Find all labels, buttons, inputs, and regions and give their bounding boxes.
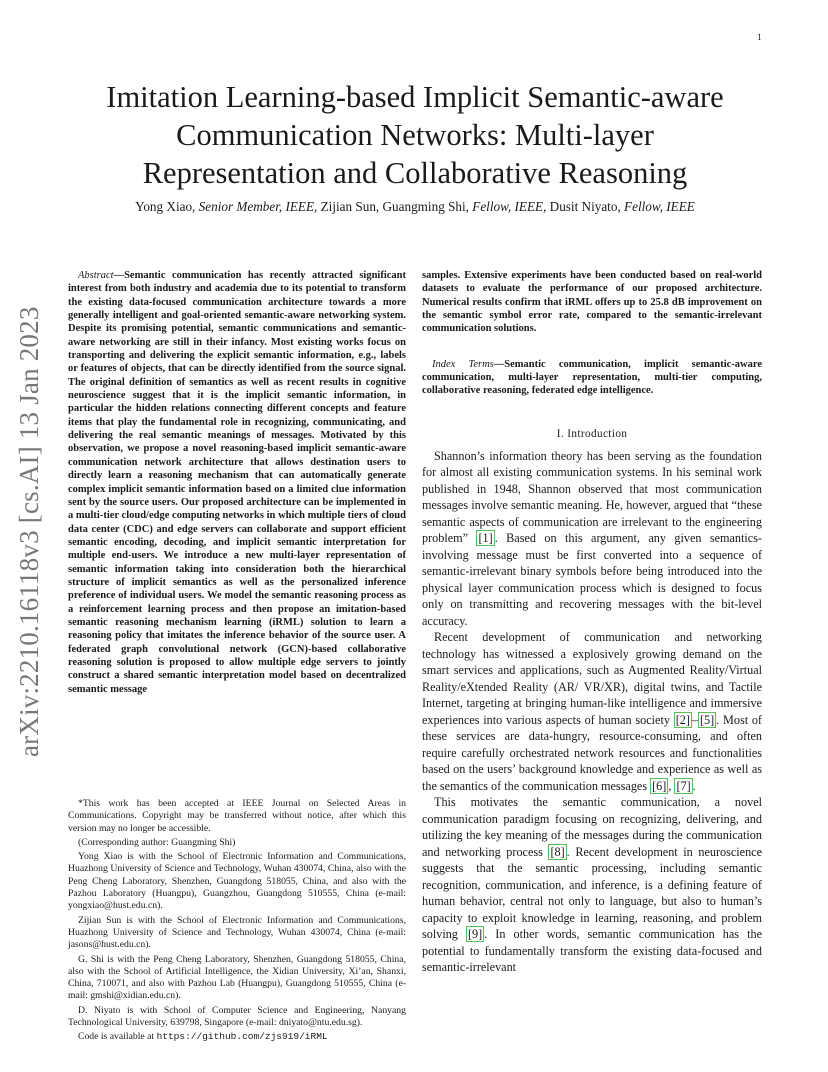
author-1: Yong Xiao, <box>135 199 199 214</box>
footnote-acceptance: *This work has been accepted at IEEE Journal on Selected Areas in Communications. Copyright may be transferred without notice, after which this version may no longer be accessible. <box>68 798 406 834</box>
index-terms-text: —Semantic communication, implicit semantic-aware communication, multi-layer representation, multi-tier computing, collaborative reasoning, federated edge intelligence. <box>422 358 763 397</box>
index-terms-label: Index Terms <box>432 358 494 370</box>
citation-link[interactable]: [6] <box>652 778 667 793</box>
author-list <box>60 199 770 215</box>
author-4-membership: Fellow, IEEE <box>624 199 695 214</box>
intro-p3-text-3: . In other words, semantic communication has the potential to fundamentally transform the existing data-focused and semantic-irrelevant <box>422 927 762 975</box>
code-link[interactable]: https://github.com/zjs919/iRML <box>156 1031 328 1043</box>
intro-p3-text: This motivates the semantic communication, a novel communication paradigm focusing on recognizing, delivering, and utilizing the key meaning of the messages during the communication and networking process <box>422 795 762 859</box>
footnote-affiliation-shi: G. Shi is with the Peng Cheng Laboratory, Shenzhen, Guangdong 518055, China, also with the School of Artificial Intelligence, the Xidian University, Xi’an, Shanxi, China, 710071, and also with Pazhou Lab (Huangpu), Guangdong 510555, China (e-mail: gmshi@xidian.edu.cn). <box>68 953 406 1002</box>
author-1-membership: Senior Member, IEEE <box>198 199 315 214</box>
citation-link[interactable]: [2] <box>675 712 690 727</box>
footnote-corresponding: (Corresponding author: Guangming Shi) <box>78 836 236 848</box>
citation-link[interactable]: [9] <box>467 927 483 942</box>
citation-link[interactable]: [1] <box>478 531 493 546</box>
authors-2-3: , Zijian Sun, Guangming Shi, <box>314 199 473 214</box>
intro-p1-text: Shannon’s information theory has been serving as the foundation for almost all existing communication systems. In his seminal work published in 1948, Shannon observed that most communication messages involve semantic meaning. He, however, argued that “these semantic aspects of communication are irrelevant to the engineering problem” <box>422 448 762 546</box>
intro-paragraph-2 <box>422 629 762 794</box>
abstract-label: Abstract <box>78 270 114 281</box>
intro-p3-text-2: . Recent development in neuroscience suggests that the semantic processing, including semantic recognition, communication, and inference, is a defining feature of human behavior, central not only to language, but also to human’s capacity to exploit knowledge in learning, reasoning, and problem solving <box>422 844 762 942</box>
author-3-membership: Fellow, IEEE <box>472 199 544 214</box>
footnote-affiliation-niyato: D. Niyato is with School of Computer Science and Engineering, Nanyang Technological University, 639798, Singapore (e-mail: dniyato@ntu.edu.sg). <box>68 1004 406 1029</box>
paper-title <box>70 78 760 192</box>
intro-p2-comma: , <box>668 778 675 793</box>
intro-p2-text-2: . Most of these services are data-hungry, resource-consuming, and often require carefully orchestrated network resources and functionalities based on the users’ background knowledge and experience as well as the semantics of the communication messages <box>422 712 762 793</box>
footnote-code-text: Code is available at <box>78 1031 157 1043</box>
section-heading-introduction: I. Introduction <box>556 427 628 440</box>
page-number: 1 <box>757 32 762 42</box>
citation-link[interactable]: [8] <box>550 844 565 859</box>
right-column <box>422 269 762 976</box>
citation-link[interactable]: [5] <box>700 712 715 727</box>
citation-link[interactable]: [7] <box>676 778 691 793</box>
intro-p2-end: . <box>692 778 696 793</box>
intro-paragraph-1 <box>422 448 762 630</box>
footnotes <box>68 798 406 1046</box>
arxiv-identifier-stamp: arXiv:2210.16118v3 [cs.AI] 13 Jan 2023 <box>14 306 44 757</box>
index-terms-paragraph <box>422 358 762 398</box>
intro-p2-text: Recent development of communication and networking technology has witnessed a explosively growing demand on the smart services and applications, such as Augmented Reality/Virtual Reality/eXtended Reality (AR/ VR/XR), digital twins, and Tactile Internet, targeting at bringing human-like intelligence and immersive experiences into various aspects of human society <box>422 630 762 727</box>
title-line-3: Representation and Collaborative Reasoning <box>142 156 688 190</box>
abstract-continuation: samples. Extensive experiments have been conducted based on real-world datasets to evaluate the performance of our proposed architecture. Numerical results confirm that iRML offers up to 25.8 dB improvement on the semantic symbol error rate, compared to the semantic-irrelevant communication solutions. <box>422 270 762 335</box>
footnote-code <box>68 1031 406 1043</box>
abstract <box>68 269 406 696</box>
intro-paragraph-3 <box>422 794 762 976</box>
author-4: , Dusit Niyato, <box>543 199 625 214</box>
left-column <box>68 269 406 696</box>
intro-p2-dash: – <box>691 712 698 727</box>
abstract-text: —Semantic communication has recently attracted significant interest from both industry and academia due to its potential to transform the existing data-focused communication architecture towards a more generally intelligent and goal-oriented semantic-aware networking system. Despite its promising potential, semantic communications and semantic-aware networking are still in their infancy. Most existing works focus on transporting and delivering the explicit semantic information, e.g., labels or features of objects, that can be directly identified from the source signal. The original definition of semantics as well as recent results in cognitive neuroscience suggest that it is the implicit semantic information, in particular the hidden relations connecting different concepts and feature items that play the fundamental role in recognizing, communicating, and delivering the real semantic meanings of messages. Motivated by this observation, we propose a novel reasoning-based implicit semantic-aware communication network architecture that allows destination users to directly learn a reasoning mechanism that can automatically generate complex implicit semantic information based on a limited clue information sent by the source users. Our proposed architecture can be implemented in a multi-tier cloud/edge computing networks in which multiple tiers of cloud data center (CDC) and edge servers can collaborate and support efficient semantic encoding, decoding, and implicit semantic interpretation for multiple end-users. We introduce a new multi-layer representation of semantic information taking into consideration both the hierarchical structure of implicit semantics as well as the personalized inference preference of individual users. We model the semantic reasoning process as a reinforcement learning process and then propose an imitation-based semantic reasoning mechanism learning (iRML) solution to learn a reasoning policy that imitates the inference behavior of the source user. A federated graph convolutional network (GCN)-based collaborative reasoning solution is proposed to allow multiple edge servers to jointly construct a shared semantic interpretation model based on decentralized semantic message <box>68 270 406 695</box>
footnote-affiliation-sun: Zijian Sun is with the School of Electronic Information and Communications, Huazhong University of Science and Technology, Wuhan 430074, China (e-mail: jasons@hust.edu.cn). <box>68 914 406 951</box>
footnote-affiliation-xiao: Yong Xiao is with the School of Electronic Information and Communications, Huazhong University of Science and Technology, Wuhan 430074, China, also with the Peng Cheng Laboratory, Shenzhen, Guangdong 518055, China, and also with the Pazhou Laboratory (Huangpu), Guangzhou, Guangdong 510555, China (e-mail: yongxiao@hust.edu.cn). <box>68 851 406 912</box>
title-line-1: Imitation Learning-based Implicit Semantic-aware <box>106 80 724 114</box>
intro-p1-text-2: . Based on this argument, any given semantics-involving message must be first converted into a sequence of semantic-irrelevant binary symbols before being introduced into the physical layer communication process which is designed to focus only on transmitting and recovering messages with the bit-level accuracy. <box>422 531 762 628</box>
title-line-2: Communication Networks: Multi-layer <box>176 118 654 152</box>
